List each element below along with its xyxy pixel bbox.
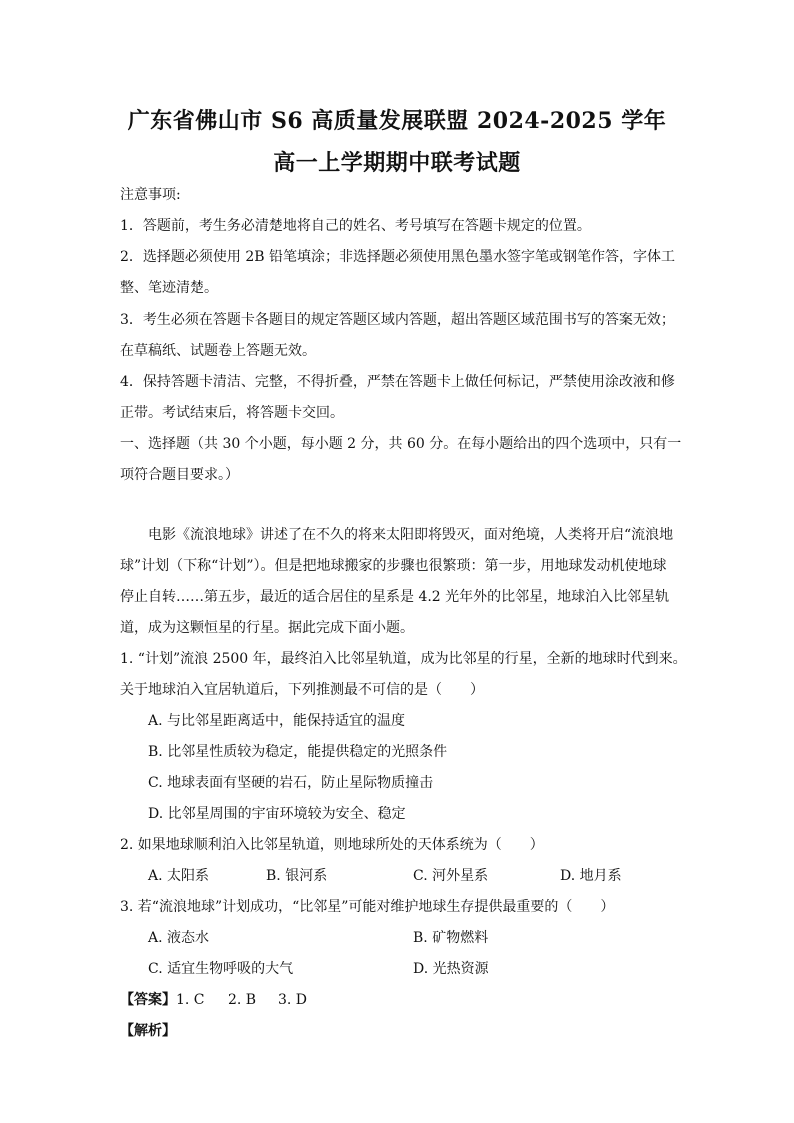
section-heading-cont: 项符合题目要求。）	[120, 467, 239, 483]
notice-item: 正带。考试结束后，将答题卡交回。	[120, 405, 344, 421]
answer-item: 1. C	[176, 992, 205, 1008]
q2-option-b: B. 银河系	[266, 868, 328, 884]
q3-option-d: D. 光热资源	[413, 961, 489, 977]
analysis-label: 【解析】	[120, 1023, 176, 1039]
q1-option-a: A. 与比邻星距离适中，能保持适宜的温度	[148, 713, 406, 729]
q1-option-c: C. 地球表面有坚硬的岩石，防止星际物质撞击	[148, 775, 434, 791]
notice-heading: 注意事项:	[120, 187, 181, 203]
q3-option-b: B. 矿物燃料	[413, 930, 489, 946]
q1-stem: 1. “计划”流浪 2500 年，最终泊入比邻星轨道，成为比邻星的行星，全新的地球时代到来。	[120, 651, 687, 667]
passage-line: 电影《流浪地球》讲述了在不久的将来太阳即将毁灭，面对绝境，人类将开启“流浪地	[148, 527, 674, 543]
notice-item: 整、笔迹清楚。	[120, 280, 218, 296]
q1-option-b: B. 比邻星性质较为稳定，能提供稳定的光照条件	[148, 744, 448, 760]
passage-line: 道，成为这颗恒星的行星。据此完成下面小题。	[120, 620, 414, 636]
q2-option-a: A. 太阳系	[148, 868, 210, 884]
answer-label: 【答案】	[120, 992, 176, 1008]
notice-item: 2．选择题必须使用 2B 铅笔填涂；非选择题必须使用黑色墨水签字笔或钢笔作答，字体工	[120, 249, 676, 265]
section-heading: 一、选择题（共 30 个小题，每小题 2 分，共 60 分。在每小题给出的四个选项中，只有一	[120, 436, 682, 452]
notice-item: 1．答题前，考生务必清楚地将自己的姓名、考号填写在答题卡规定的位置。	[120, 218, 591, 234]
q2-option-d: D. 地月系	[560, 868, 622, 884]
q2-option-c: C. 河外星系	[413, 868, 489, 884]
notice-item: 在草稿纸、试题卷上答题无效。	[120, 343, 316, 359]
passage-line: 停止自转……第五步，最近的适合居住的星系是 4.2 光年外的比邻星，地球泊入比邻星轨	[120, 589, 670, 605]
document-title-line-2: 高一上学期期中联考试题	[273, 150, 521, 176]
notice-item: 4．保持答题卡清洁、完整，不得折叠，严禁在答题卡上做任何标记，严禁使用涂改液和修	[120, 374, 675, 390]
document-title-line-1: 广东省佛山市 S6 高质量发展联盟 2024-2025 学年	[127, 108, 667, 134]
q3-option-c: C. 适宜生物呼吸的大气	[148, 961, 294, 977]
q2-stem: 2. 如果地球顺利泊入比邻星轨道，则地球所处的天体系统为（ ）	[120, 837, 544, 853]
answer-item: 2. B	[228, 992, 257, 1008]
passage-line: 球”计划（下称“计划”）。但是把地球搬家的步骤也很繁琐：第一步，用地球发动机使地球	[120, 558, 667, 574]
q1-option-d: D. 比邻星周围的宇宙环境较为安全、稳定	[148, 806, 406, 822]
q3-stem: 3. 若“流浪地球”计划成功，“比邻星”可能对维护地球生存提供最重要的（ ）	[120, 899, 615, 915]
notice-item: 3．考生必须在答题卡各题目的规定答题区域内答题，超出答题区域范围书写的答案无效；	[120, 312, 675, 328]
q3-option-a: A. 液态水	[148, 930, 210, 946]
answer-item: 3. D	[278, 992, 308, 1008]
q1-stem-cont: 关于地球泊入宜居轨道后，下列推测最不可信的是（ ）	[120, 682, 484, 698]
